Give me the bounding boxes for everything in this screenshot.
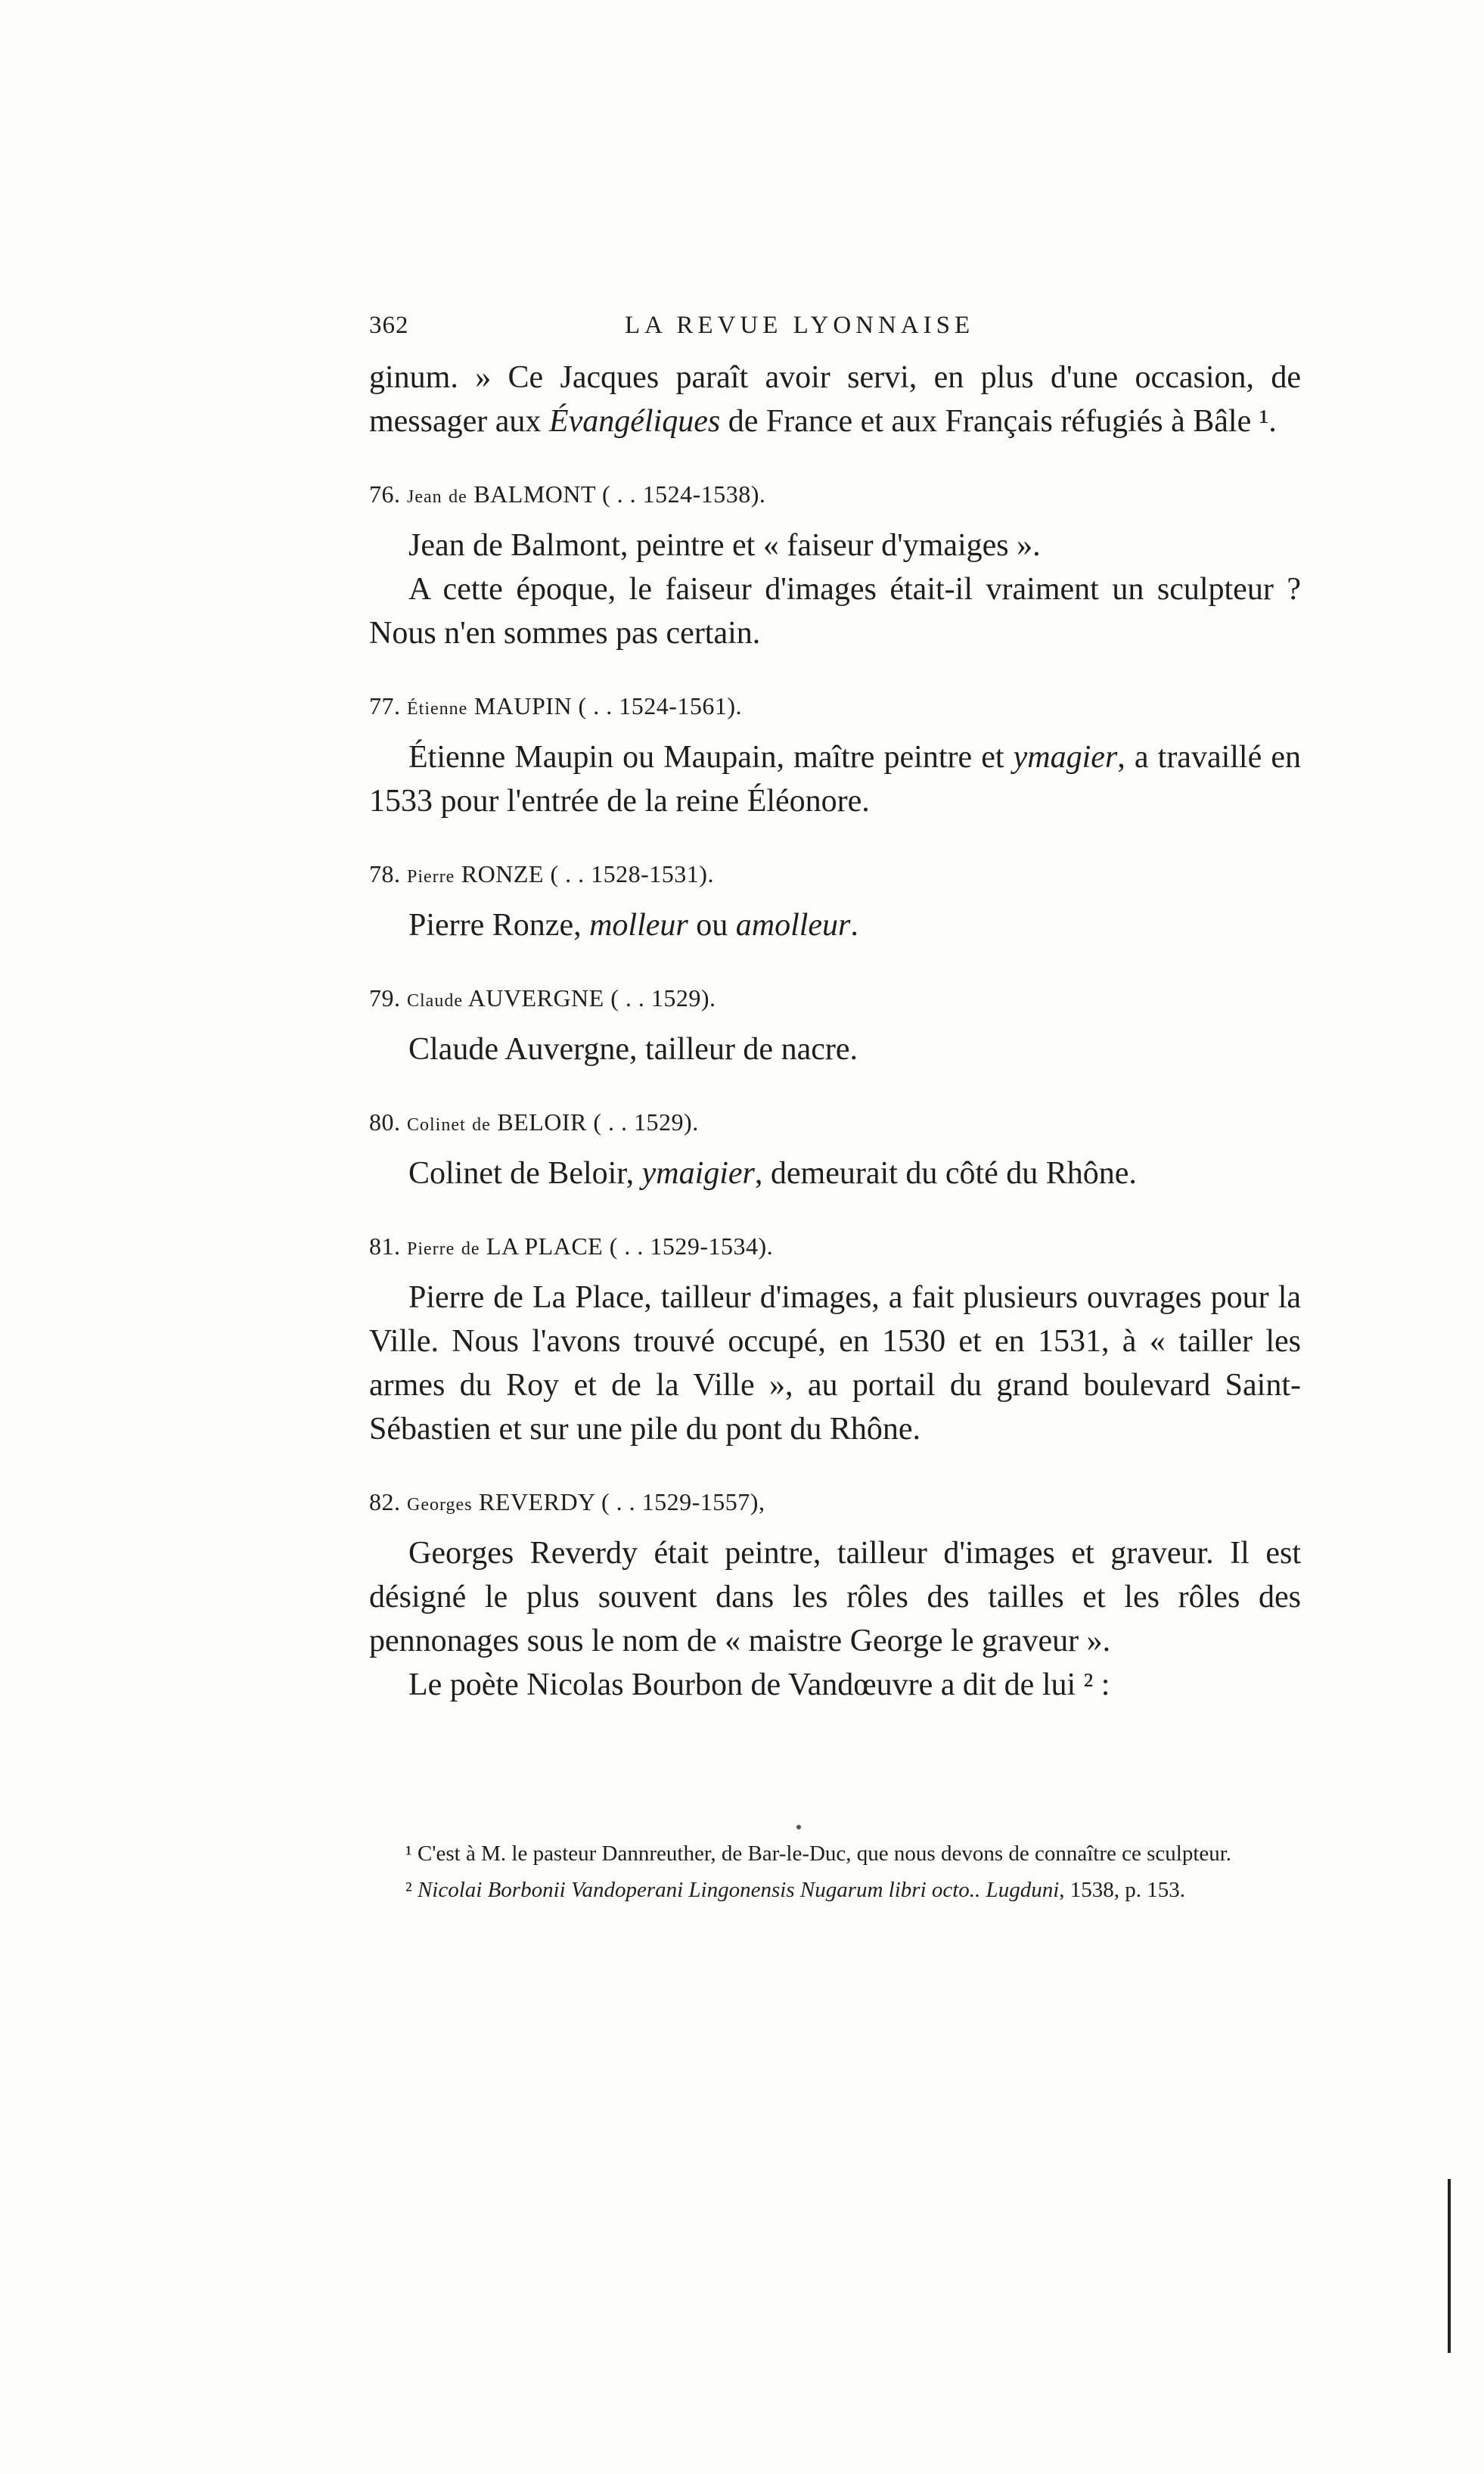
entry-heading-78: 78. Pierre RONZE ( . . 1528-1531). bbox=[369, 860, 714, 887]
running-head bbox=[369, 312, 1307, 354]
entry-82-paragraph-1: Georges Reverdy était peintre, tailleur d'images et graveur. Il est désigné le plus souvent dans les rôles des tailles et les rôles des pennonages sous le nom de « maistre George le graveur ». bbox=[369, 1536, 1301, 1658]
entry-heading-76: 76. Jean de BALMONT ( . . 1524-1538). bbox=[369, 480, 766, 508]
entry-78-text: Pierre Ronze, molleur ou amolleur. bbox=[408, 908, 858, 943]
entry-79-text: Claude Auvergne, tailleur de nacre. bbox=[408, 1032, 858, 1067]
footnote-separator-dot bbox=[796, 1825, 801, 1829]
journal-title: LA REVUE LYONNAISE bbox=[625, 312, 975, 339]
main-text bbox=[369, 356, 1301, 1707]
entry-heading-81: 81. Pierre de LA PLACE ( . . 1529-1534). bbox=[369, 1232, 774, 1260]
entry-76-paragraph-2: A cette époque, le faiseur d'images était-il vraiment un sculpteur ? Nous n'en sommes pas certain. bbox=[369, 572, 1301, 651]
entry-heading-79: 79. Claude AUVERGNE ( . . 1529). bbox=[369, 984, 716, 1012]
page-number: 362 bbox=[369, 312, 409, 339]
entry-76-paragraph-1: Jean de Balmont, peintre et « faiseur d'ymaiges ». bbox=[408, 528, 1041, 563]
entry-81-text: Pierre de La Place, tailleur d'images, a fait plusieurs ouvrages pour la Ville. Nous l'avons trouvé occupé, en 1530 et en 1531, à « tailler les armes du Roy et de la Ville », au portail du grand boulevard Saint-Sébastien et sur une pile du pont du Rhône. bbox=[369, 1280, 1301, 1447]
entry-80-text: Colinet de Beloir, ymaigier, demeurait du côté du Rhône. bbox=[408, 1156, 1137, 1191]
footnotes bbox=[378, 1838, 1301, 1911]
opening-paragraph: ginum. » Ce Jacques paraît avoir servi, en plus d'une occasion, de messager aux Évangéliques de France et aux Français réfugiés à Bâle ¹. bbox=[369, 360, 1301, 439]
entry-heading-77: 77. Étienne MAUPIN ( . . 1524-1561). bbox=[369, 692, 743, 720]
entry-77-text: Étienne Maupin ou Maupain, maître peintre et ymagier, a travaillé en 1533 pour l'entrée de la reine Éléonore. bbox=[369, 740, 1301, 819]
entry-82-paragraph-2: Le poète Nicolas Bourbon de Vandœuvre a dit de lui ² : bbox=[408, 1667, 1110, 1702]
footnote-2: ² Nicolai Borbonii Vandoperani Lingonensis Nugarum libri octo.. Lugduni, 1538, p. 153. bbox=[405, 1878, 1185, 1902]
entry-heading-82: 82. Georges REVERDY ( . . 1529-1557), bbox=[369, 1488, 765, 1515]
footnote-1: ¹ C'est à M. le pasteur Dannreuther, de Bar-le-Duc, que nous devons de connaître ce sculpteur. bbox=[405, 1842, 1232, 1866]
page-edge-mark bbox=[1448, 2179, 1451, 2353]
entry-heading-80: 80. Colinet de BELOIR ( . . 1529). bbox=[369, 1108, 699, 1136]
